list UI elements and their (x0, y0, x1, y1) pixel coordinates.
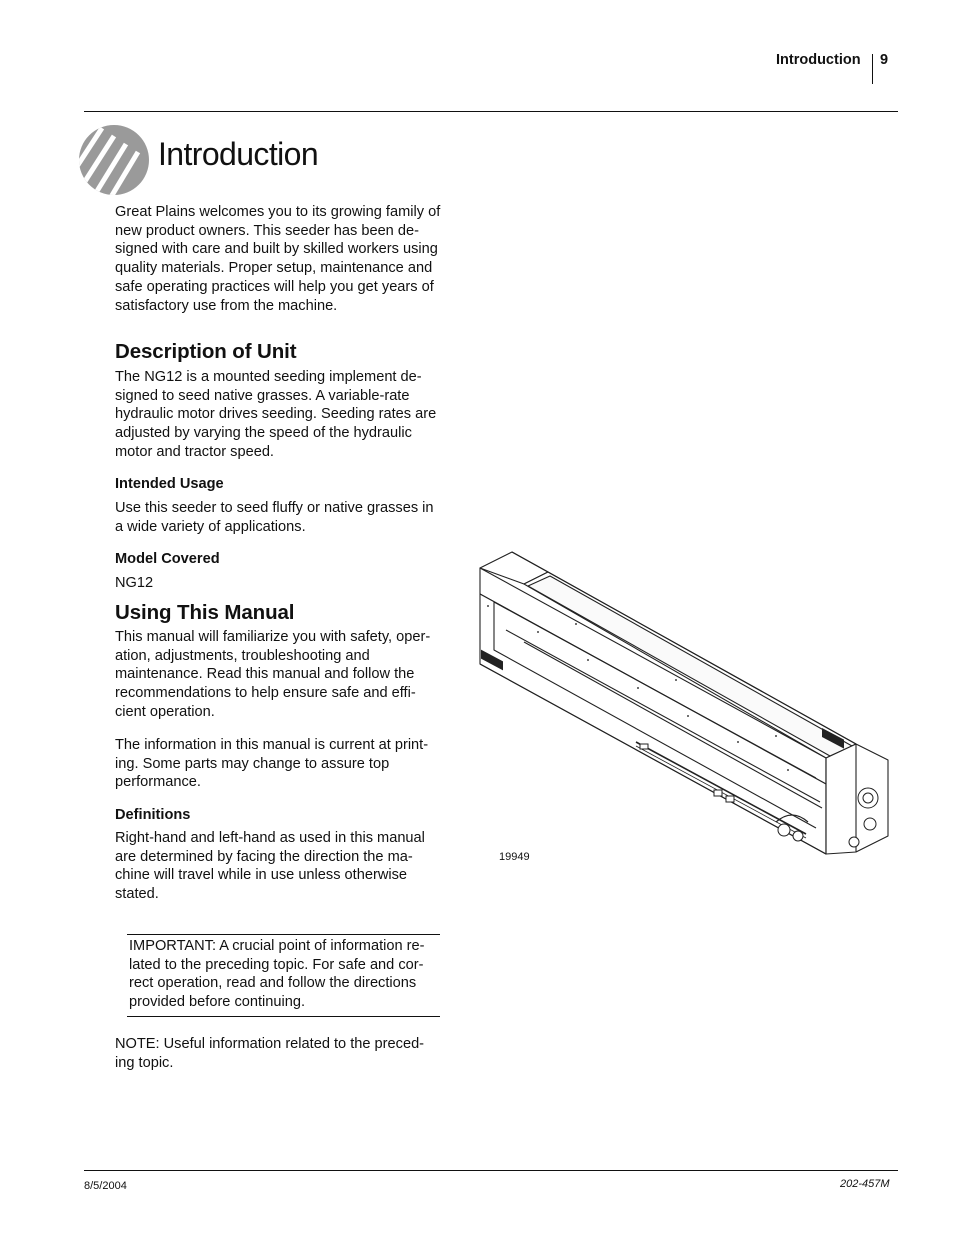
text-line: performance. (115, 774, 201, 791)
text-line: cient operation. (115, 703, 215, 720)
note-paragraph (115, 1035, 455, 1072)
text-line: stated. (115, 886, 159, 903)
text-line: NOTE: Useful information related to the preced- (115, 1036, 425, 1052)
important-notice (127, 934, 440, 1017)
text-line: motor and tractor speed. (115, 443, 274, 460)
model-covered-heading: Model Covered (115, 551, 220, 567)
page-number: 9 (880, 52, 889, 68)
description-heading: Description of Unit (115, 340, 297, 363)
running-header-section: Introduction (776, 52, 861, 68)
description-paragraph (115, 368, 455, 462)
text-line: lated to the preceding topic. For safe and cor- (129, 956, 424, 973)
text-line: satisfactory use from the machine. (115, 297, 338, 314)
seeder-illustration (476, 546, 896, 856)
text-line: maintenance. Read this manual and follow the (115, 666, 415, 683)
intended-usage-heading: Intended Usage (115, 476, 224, 492)
using-manual-heading: Using This Manual (115, 601, 295, 624)
text-line: ing. Some parts may change to assure top (115, 755, 390, 772)
footer-rule (84, 1170, 898, 1171)
using-manual-paragraph-2 (115, 736, 455, 792)
text-line: provided before continuing. (129, 994, 306, 1011)
text-line: signed to seed native grasses. A variable-rate (115, 387, 410, 404)
text-line: Right-hand and left-hand as used in this manual (115, 830, 425, 846)
footer-document-number: 202-457M (840, 1178, 890, 1190)
text-line: safe operating practices will help you get years of (115, 278, 434, 295)
text-line: The information in this manual is current at print- (115, 737, 429, 753)
text-line: IMPORTANT: A crucial point of information re- (129, 938, 425, 954)
using-manual-paragraph-1 (115, 628, 455, 722)
definitions-paragraph (115, 829, 455, 904)
text-line: quality materials. Proper setup, maintenance and (115, 260, 433, 277)
brand-logo-icon (78, 124, 150, 196)
text-line: are determined by facing the direction the ma- (115, 848, 413, 865)
footer-date: 8/5/2004 (84, 1180, 127, 1192)
text-line: adjusted by varying the speed of the hydraulic (115, 425, 412, 442)
text-line: This manual will familiarize you with safety, oper- (115, 629, 431, 645)
definitions-heading: Definitions (115, 807, 191, 823)
figure-number: 19949 (499, 851, 530, 863)
text-line: The NG12 is a mounted seeding implement de- (115, 369, 422, 385)
text-line: ing topic. (115, 1054, 174, 1071)
text-line: signed with care and built by skilled workers using (115, 241, 438, 258)
intro-paragraph (115, 203, 455, 315)
text-line: hydraulic motor drives seeding. Seeding rates are (115, 406, 437, 423)
header-separator (872, 54, 873, 84)
intended-usage-paragraph (115, 499, 455, 536)
text-line: recommendations to help ensure safe and effi- (115, 685, 416, 702)
text-line: Use this seeder to seed fluffy or native grasses in (115, 500, 434, 516)
text-line: ation, adjustments, troubleshooting and (115, 647, 370, 664)
text-line: Great Plains welcomes you to its growing family of (115, 204, 441, 220)
page-title: Introduction (158, 136, 319, 172)
text-line: rect operation, read and follow the directions (129, 975, 417, 992)
model-covered-value: NG12 (115, 575, 154, 591)
header-rule (84, 111, 898, 112)
text-line: chine will travel while in use unless otherwise (115, 867, 408, 884)
text-line: new product owners. This seeder has been de- (115, 222, 419, 239)
text-line: a wide variety of applications. (115, 518, 306, 535)
